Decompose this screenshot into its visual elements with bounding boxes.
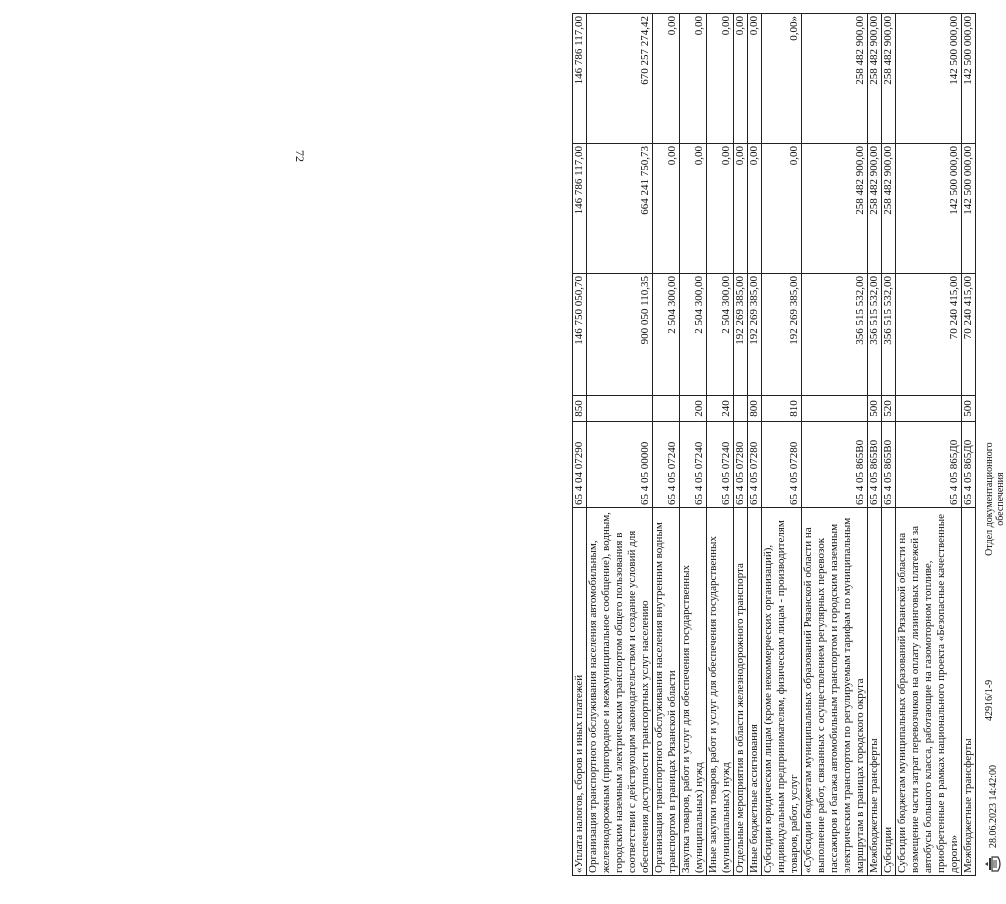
- row-amount-2025-cell: 258 482 900,00: [802, 14, 868, 144]
- row-amount-2024-cell: 0,00: [680, 144, 707, 274]
- row-amount-2024-cell: 0,00: [748, 144, 762, 274]
- table-row: [762, 14, 802, 876]
- row-amount-2023-cell: 146 750 050,70: [573, 274, 587, 396]
- row-amount-2023-cell: 192 269 385,00: [734, 274, 748, 396]
- row-name-cell: Субсидии юридическим лицам (кроме некоммерческих организаций), индивидуальным предпринимателям, физическим лицам - производителям товаров, работ, услуг: [762, 508, 802, 876]
- row-expense-type-cell: 800: [748, 396, 762, 422]
- table-row: [573, 14, 587, 876]
- row-expense-type-cell: 240: [707, 396, 734, 422]
- row-amount-2023-cell: 2 504 300,00: [653, 274, 680, 396]
- table-row: [962, 14, 976, 876]
- row-amount-2023-cell: 356 515 532,00: [802, 274, 868, 396]
- row-amount-2025-cell: 0,00: [707, 14, 734, 144]
- table-row: [653, 14, 680, 876]
- table-row: [707, 14, 734, 876]
- row-amount-2024-cell: 258 482 900,00: [802, 144, 868, 274]
- row-amount-2023-cell: 2 504 300,00: [680, 274, 707, 396]
- row-code-cell: 65 4 05 07240: [653, 422, 680, 508]
- page-number: 72: [293, 150, 307, 162]
- row-amount-2025-cell: 142 500 000,00: [962, 14, 976, 144]
- row-amount-2024-cell: 146 786 117,00: [573, 144, 587, 274]
- footer-department: [984, 442, 1006, 555]
- rotated-page-content: [572, 14, 1006, 876]
- table-row: [748, 14, 762, 876]
- row-amount-2023-cell: 192 269 385,00: [748, 274, 762, 396]
- row-amount-2024-cell: 142 500 000,00: [896, 144, 962, 274]
- row-name-cell: Отдельные мероприятия в области железнодорожного транспорта: [734, 508, 748, 876]
- table-row: [882, 14, 896, 876]
- row-expense-type-cell: [587, 396, 653, 422]
- row-amount-2025-cell: 0,00: [734, 14, 748, 144]
- row-expense-type-cell: [734, 396, 748, 422]
- table-row: [868, 14, 882, 876]
- table-body: [573, 14, 976, 876]
- table-row: [734, 14, 748, 876]
- row-name-cell: Субсидии: [882, 508, 896, 876]
- row-amount-2023-cell: 192 269 385,00: [762, 274, 802, 396]
- row-code-cell: 65 4 05 07280: [748, 422, 762, 508]
- table-row: [896, 14, 962, 876]
- row-code-cell: 65 4 05 865В0: [882, 422, 896, 508]
- table-row: [680, 14, 707, 876]
- row-expense-type-cell: 500: [868, 396, 882, 422]
- footer-stamp: [984, 765, 1002, 874]
- row-amount-2025-cell: 146 786 117,00: [573, 14, 587, 144]
- row-amount-2024-cell: 0,00: [653, 144, 680, 274]
- row-name-cell: Субсидии бюджетам муниципальных образований Рязанской области на возмещение части затрат перевозчиков на оплату лизинговых платежей за автобусы большого класса, работающие на газомоторном топливе, приобретенные в рамках национального проекта «Безопасные качественные дороги»: [896, 508, 962, 876]
- footer-doc-number: 42916/1-9: [984, 679, 995, 721]
- row-expense-type-cell: [653, 396, 680, 422]
- row-amount-2023-cell: 70 240 415,00: [896, 274, 962, 396]
- footer-department-line1: Отдел документационного: [984, 442, 995, 556]
- row-amount-2023-cell: 900 050 110,35: [587, 274, 653, 396]
- row-amount-2025-cell: 258 482 900,00: [868, 14, 882, 144]
- row-name-cell: «Уплата налогов, сборов и иных платежей: [573, 508, 587, 876]
- row-amount-2024-cell: 258 482 900,00: [868, 144, 882, 274]
- row-code-cell: 65 4 05 865В0: [802, 422, 868, 508]
- table-row: [587, 14, 653, 876]
- row-amount-2025-cell: 258 482 900,00: [882, 14, 896, 144]
- row-amount-2023-cell: 356 515 532,00: [882, 274, 896, 396]
- row-amount-2024-cell: 258 482 900,00: [882, 144, 896, 274]
- row-amount-2025-cell: 142 500 000,00: [896, 14, 962, 144]
- row-code-cell: 65 4 05 07280: [762, 422, 802, 508]
- row-code-cell: 65 4 05 07240: [680, 422, 707, 508]
- row-expense-type-cell: [802, 396, 868, 422]
- row-amount-2023-cell: 356 515 532,00: [868, 274, 882, 396]
- row-amount-2023-cell: 2 504 300,00: [707, 274, 734, 396]
- row-name-cell: Организация транспортного обслуживания населения автомобильным, железнодорожным (пригородное и межмуниципальное сообщение), водным, городским наземным электрическим транспортом общего пользования в соответствии с действующим законодательством и создание условий для обеспечения доступности транспортных услуг населению: [587, 508, 653, 876]
- row-amount-2023-cell: 70 240 415,00: [962, 274, 976, 396]
- budget-table: [572, 13, 976, 876]
- footer-datetime: 28.06.2023 14:42:00: [987, 764, 999, 848]
- row-amount-2025-cell: 0,00»: [762, 14, 802, 144]
- row-name-cell: Закупка товаров, работ и услуг для обеспечения государственных (муниципальных) нужд: [680, 508, 707, 876]
- row-name-cell: Иные бюджетные ассигнования: [748, 508, 762, 876]
- row-amount-2025-cell: 0,00: [653, 14, 680, 144]
- row-code-cell: 65 4 05 865В0: [868, 422, 882, 508]
- row-name-cell: Межбюджетные трансферты: [868, 508, 882, 876]
- row-code-cell: 65 4 05 865Д0: [962, 422, 976, 508]
- row-code-cell: 65 4 05 07280: [734, 422, 748, 508]
- row-expense-type-cell: 520: [882, 396, 896, 422]
- footer-department-line2: обеспечения: [995, 472, 1006, 526]
- row-code-cell: 65 4 05 07240: [707, 422, 734, 508]
- row-name-cell: «Субсидии бюджетам муниципальных образований Рязанской области на выполнение работ, связанных с осуществлением регулярных перевозок пассажиров и багажа автомобильным транспортом и городским наземным электрическим транспортом по регулируемым тарифам по муниципальным маршрутам в границах городского округа: [802, 508, 868, 876]
- table-row: [802, 14, 868, 876]
- row-expense-type-cell: 810: [762, 396, 802, 422]
- row-amount-2025-cell: 670 257 274,42: [587, 14, 653, 144]
- row-code-cell: 65 4 05 00000: [587, 422, 653, 508]
- row-amount-2024-cell: 0,00: [707, 144, 734, 274]
- row-code-cell: 65 4 04 07290: [573, 422, 587, 508]
- row-name-cell: Иные закупки товаров, работ и услуг для обеспечения государственных (муниципальных) нужд: [707, 508, 734, 876]
- row-code-cell: 65 4 05 865Д0: [896, 422, 962, 508]
- row-amount-2024-cell: 0,00: [734, 144, 748, 274]
- row-amount-2024-cell: 664 241 750,73: [587, 144, 653, 274]
- row-name-cell: Межбюджетные трансферты: [962, 508, 976, 876]
- row-name-cell: Организация транспортного обслуживания населения внутренним водным транспортом в границах Рязанской области: [653, 508, 680, 876]
- row-amount-2024-cell: 142 500 000,00: [962, 144, 976, 274]
- row-expense-type-cell: 850: [573, 396, 587, 422]
- row-amount-2025-cell: 0,00: [748, 14, 762, 144]
- row-expense-type-cell: 200: [680, 396, 707, 422]
- row-amount-2024-cell: 0,00: [762, 144, 802, 274]
- document-footer: [976, 14, 1006, 876]
- row-expense-type-cell: [896, 396, 962, 422]
- row-expense-type-cell: 500: [962, 396, 976, 422]
- row-amount-2025-cell: 0,00: [680, 14, 707, 144]
- coat-of-arms-icon: [984, 854, 1002, 874]
